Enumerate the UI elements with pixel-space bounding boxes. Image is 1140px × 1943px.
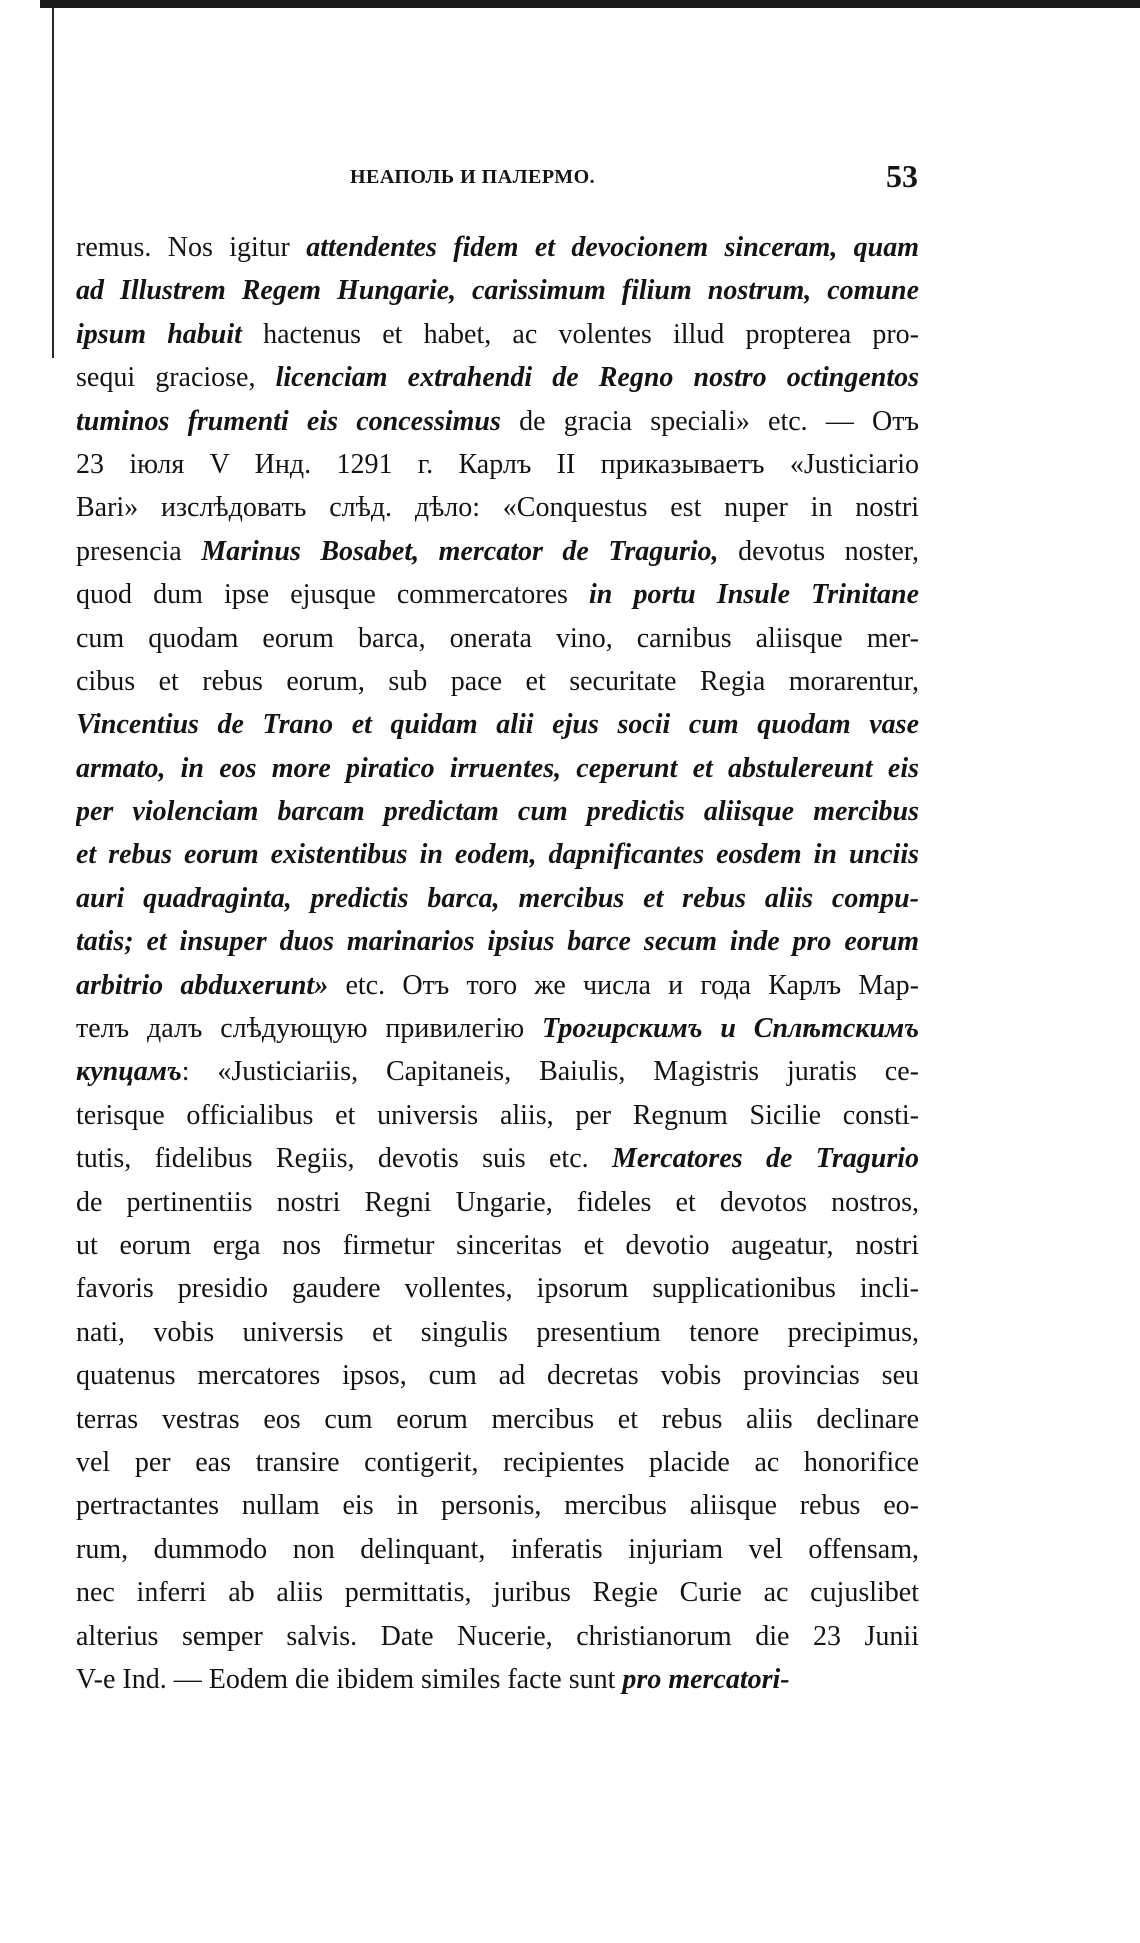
text-line <box>76 1050 919 1093</box>
text-line <box>76 1571 919 1614</box>
text-span: presencia <box>76 535 202 567</box>
text-line <box>76 1658 919 1701</box>
italic-span: attendentes fidem et devocionem sinceram, quam <box>306 232 919 263</box>
italic-span: tatis; et insuper duos marinarios ipsius barce secum inde pro eorum <box>76 926 919 958</box>
text-line <box>76 920 919 963</box>
text-line <box>76 486 919 529</box>
italic-span: Mercatores de Tragurio <box>612 1143 919 1175</box>
text-span: 23 іюля V Инд. 1291 г. Карлъ II приказываетъ «Justiciario <box>76 448 919 480</box>
text-line <box>76 356 919 399</box>
italic-span: per violenciam barcam predictam cum predictis aliisque mercibus <box>76 796 919 828</box>
left-border-rule <box>52 8 54 358</box>
italic-span: ad Illustrem Regem Hungarie, carissimum filium nostrum, comune <box>76 275 919 307</box>
body-text <box>76 226 919 1701</box>
text-line <box>76 443 919 486</box>
text-span: de gracia speciali» etc. — Отъ <box>500 405 919 437</box>
text-span: nec inferri ab aliis permittatis, juribus Regie Curie ac cujuslibet <box>76 1577 919 1609</box>
text-span: favoris presidio gaudere vollentes, ipsorum supplicationibus incli- <box>76 1273 919 1305</box>
page-number: 53 <box>886 158 918 194</box>
italic-span: armato, in eos more piratico irruentes, ceperunt et abstulereunt eis <box>76 752 919 784</box>
text-span: quod dum ipse ejusque commercatores <box>76 579 590 611</box>
text-span: de pertinentiis nostri Regni Ungarie, fideles et devotos nostros, <box>76 1186 919 1218</box>
text-line <box>76 1354 919 1397</box>
text-line <box>76 1094 919 1137</box>
italic-span: купцамъ <box>76 1056 182 1088</box>
running-head: НЕАПОЛЬ И ПАЛЕРМО. <box>350 166 596 188</box>
text-line <box>76 833 919 876</box>
text-span: terisque officialibus et universis aliis, per Regnum Sicilie consti- <box>76 1099 919 1131</box>
text-line <box>76 964 919 1007</box>
text-line <box>76 1181 919 1224</box>
text-line <box>76 1528 919 1571</box>
text-span: cibus et rebus eorum, sub pace et securitate Regia morarentur, <box>76 665 919 697</box>
text-line <box>76 1441 919 1484</box>
italic-span: auri quadraginta, predictis barca, mercibus et rebus aliis compu- <box>76 882 919 914</box>
page-header <box>150 158 918 198</box>
text-span: vel per eas transire contigerit, recipientes placide ac honorifice <box>76 1446 919 1478</box>
text-span: rum, dummodo non delinquant, inferatis injuriam vel offensam, <box>76 1533 919 1565</box>
text-span: Bari» изслѣдовать слѣд. дѣло: «Conquestus est nuper in nostri <box>76 492 919 524</box>
italic-span: in portu Insule Trinitane <box>589 579 919 611</box>
text-span: devotus noster, <box>718 535 919 567</box>
text-line <box>76 660 919 703</box>
text-span: sequi graciose, <box>76 362 276 394</box>
text-line <box>76 269 919 312</box>
text-span: : «Justiciariis, Capitaneis, Baiulis, Magistris juratis ce- <box>181 1056 919 1088</box>
italic-span: et rebus eorum existentibus in eodem, dapnificantes eosdem in unciis <box>76 839 919 871</box>
text-line <box>76 877 919 920</box>
text-line <box>76 1224 919 1267</box>
text-span: hactenus et habet, ac volentes illud propterea pro- <box>241 318 919 350</box>
text-line <box>76 1484 919 1527</box>
text-span: pertractantes nullam eis in personis, mercibus aliisque rebus eo- <box>76 1490 919 1522</box>
text-span: телъ далъ слѣдующую привилегію <box>76 1013 543 1045</box>
text-span: cum quodam eorum barca, onerata vino, carnibus aliisque mer- <box>76 622 919 654</box>
italic-span: ipsum habuit <box>76 318 242 350</box>
text-span: terras vestras eos cum eorum mercibus et rebus aliis declinare <box>76 1403 919 1435</box>
text-span: etc. Отъ того же числа и года Карлъ Мар- <box>328 969 919 1001</box>
text-line <box>76 1615 919 1658</box>
text-line <box>76 313 919 356</box>
italic-span: tuminos frumenti eis concessimus <box>76 405 501 437</box>
italic-span: arbitrio abduxerunt» <box>76 969 329 1001</box>
text-line <box>76 747 919 790</box>
text-span: alterius semper salvis. Date Nucerie, christianorum die 23 Junii <box>76 1620 919 1652</box>
text-line <box>76 1311 919 1354</box>
text-line <box>76 1398 919 1441</box>
top-border-rule <box>40 0 1140 8</box>
italic-span: pro mercatori- <box>622 1663 790 1695</box>
text-line <box>76 1007 919 1050</box>
text-line <box>76 530 919 573</box>
text-span: tutis, fidelibus Regiis, devotis suis etc. <box>76 1143 612 1175</box>
italic-span: licenciam extrahendi de Regno nostro octingentos <box>275 362 919 394</box>
text-line <box>76 573 919 616</box>
text-line <box>76 1267 919 1310</box>
italic-span: Трогирскимъ и Сплѣтскимъ <box>542 1013 919 1045</box>
text-span: V-e Ind. — Eodem die ibidem similes facte sunt <box>76 1663 623 1695</box>
text-line <box>76 226 919 269</box>
text-line <box>76 617 919 660</box>
text-line <box>76 790 919 833</box>
text-span: nati, vobis universis et singulis presentium tenore precipimus, <box>76 1316 919 1348</box>
italic-span: Marinus Bosabet, mercator de Tragurio, <box>201 535 719 567</box>
text-line <box>76 400 919 443</box>
text-span: remus. Nos igitur <box>76 232 307 263</box>
text-line <box>76 703 919 746</box>
text-line <box>76 1137 919 1180</box>
italic-span: Vincentius de Trano et quidam alii ejus socii cum quodam vase <box>76 709 919 741</box>
text-span: ut eorum erga nos firmetur sinceritas et devotio augeatur, nostri <box>76 1229 919 1261</box>
text-span: quatenus mercatores ipsos, cum ad decretas vobis provincias seu <box>76 1360 919 1392</box>
